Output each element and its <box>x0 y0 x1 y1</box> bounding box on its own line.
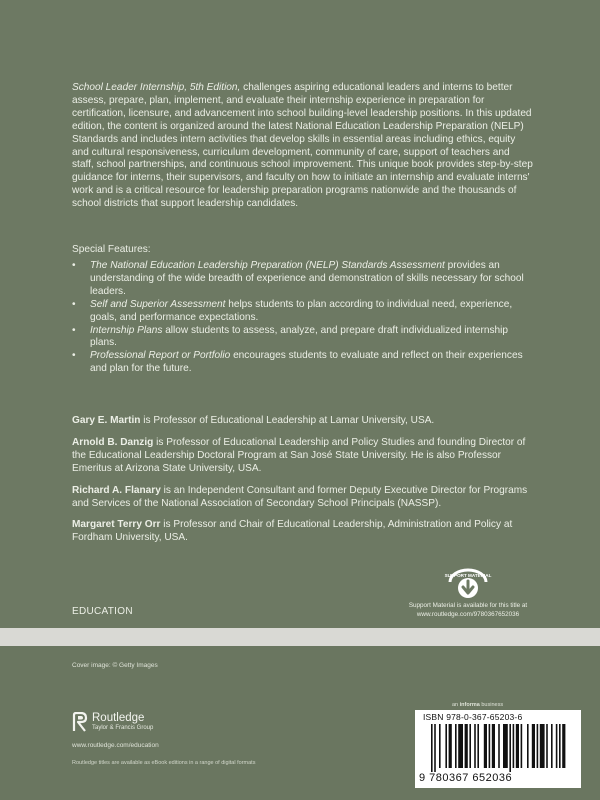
barcode-bar <box>439 724 441 768</box>
support-badge-text: SUPPORT MATERIAL <box>444 573 492 578</box>
author-name: Arnold B. Danzig <box>72 436 154 448</box>
barcode-bar <box>484 724 487 768</box>
list-item <box>72 260 534 299</box>
feature-text: provides an understanding of the wide breadth of experience and demonstration of skills necessary for school leaders. <box>90 260 524 297</box>
author-bio <box>72 485 534 511</box>
barcode-bar <box>465 724 468 768</box>
cover-image-credit: Cover image: © Getty Images <box>72 662 158 669</box>
isbn-barcode <box>415 710 581 788</box>
barcode-bar <box>562 724 565 768</box>
list-item <box>72 350 534 376</box>
author-name: Richard A. Flanary <box>72 484 161 496</box>
feature-title: Professional Report or Portfolio <box>90 350 231 362</box>
barcode-bar <box>503 724 508 768</box>
author-bio-text: is Professor of Educational Leadership and Policy Studies and founding Director of the Educational Leadership Doctoral Program at San José State University. He is also Professor Emeritus at Arizona State University, USA. <box>72 436 526 474</box>
barcode-bar <box>559 724 561 768</box>
book-title: School Leader Internship, 5th Edition, <box>72 82 241 93</box>
barcode-bar <box>489 724 491 768</box>
publisher-website: www.routledge.com/education <box>72 742 159 749</box>
subject-category: EDUCATION <box>72 606 133 617</box>
informa-brand: informa <box>459 702 480 708</box>
author-bio <box>72 415 534 428</box>
author-name: Margaret Terry Orr <box>72 519 161 531</box>
barcode-bar <box>546 724 548 768</box>
book-description <box>72 82 534 211</box>
barcode-bar <box>540 724 545 768</box>
routledge-mark-icon <box>72 712 88 732</box>
feature-text: helps students to plan according to individual need, experience, goals, and performance expectations. <box>90 298 513 323</box>
list-item <box>72 325 534 351</box>
author-bios <box>72 415 534 554</box>
barcode-bar <box>516 724 519 768</box>
feature-title: Self and Superior Assessment <box>90 298 226 310</box>
publisher-name: Routledge <box>92 712 145 724</box>
description-body: challenges aspiring educational leaders and interns to better assess, prepare, plan, implement, and evaluate their internship experience in preparation for certification, licensure, and advancement into school building-level leadership positions. In this updated edition, the content is organized around the latest National Education Leadership Preparation (NELP) Standards and includes intern activities that develop skills in essential areas including ethics, equity and cultural responsiveness, curriculum development, community of care, support of teachers and staff, school partnerships, and continuous school improvement. This unique book provides step-by-step guidance for interns, their supervisors, and faculty on how to initiate an internship and evaluate interns' work and is a critical resource for leadership preparation programs nationwide and the thousands of school districts that support leadership candidates. <box>72 82 533 210</box>
feature-text: encourages students to evaluate and reflect on their experiences and plan for the future. <box>90 350 523 375</box>
barcode-bars <box>429 724 569 772</box>
bullet: • <box>72 324 76 336</box>
barcode-bar <box>434 724 436 772</box>
special-features-heading: Special Features: <box>72 244 151 255</box>
routledge-logo <box>72 712 153 732</box>
bullet: • <box>72 298 76 310</box>
informa-line <box>452 702 503 708</box>
feature-text: allow students to assess, analyze, and prepare draft individualized internship plans. <box>90 324 509 349</box>
barcode-bar <box>537 724 539 768</box>
bullet: • <box>72 260 76 271</box>
author-bio-text: is Professor and Chair of Educational Leadership, Administration and Policy at Fordham University, USA. <box>72 519 513 544</box>
barcode-bar <box>458 724 463 768</box>
barcode-bar <box>455 724 457 768</box>
barcode-bar <box>492 724 495 768</box>
barcode-bar <box>551 724 553 768</box>
support-material-icon <box>442 566 494 600</box>
barcode-bar <box>498 724 500 768</box>
barcode-bar <box>513 724 515 768</box>
feature-title: Internship Plans <box>90 324 163 336</box>
special-features-list <box>72 260 534 376</box>
divider-stripe <box>0 628 600 646</box>
isbn-digits: 9 780367 652036 <box>419 772 513 784</box>
barcode-bar <box>449 724 452 768</box>
list-item <box>72 299 534 325</box>
publisher-group: Taylor & Francis Group <box>92 725 154 731</box>
informa-prefix: an <box>452 702 460 708</box>
barcode-bar <box>556 724 558 768</box>
author-bio <box>72 437 534 476</box>
isbn-label: ISBN 978-0-367-65203-6 <box>423 712 523 722</box>
ebook-note: Routledge titles are available as eBook editions in a range of digital formats <box>72 760 256 766</box>
feature-title: The National Education Leadership Preparation (NELP) Standards Assessment <box>90 260 445 271</box>
informa-suffix: business <box>479 702 504 708</box>
author-bio <box>72 519 534 545</box>
barcode-bar <box>532 724 535 768</box>
barcode-bar <box>431 724 433 772</box>
author-name: Gary E. Martin <box>72 415 141 426</box>
barcode-bar <box>509 724 511 772</box>
barcode-bar <box>527 724 529 768</box>
barcode-bar <box>469 724 471 768</box>
support-line-1: Support Material is available for this title at <box>408 602 528 609</box>
support-url: www.routledge.com/9780367652036 <box>416 610 520 618</box>
bullet: • <box>72 350 76 362</box>
support-material-block <box>388 566 548 619</box>
barcode-bar <box>474 724 476 768</box>
author-bio-text: is an Independent Consultant and former Deputy Executive Director for Programs and Services of the National Association of Secondary School Principals (NASSP). <box>72 484 528 509</box>
barcode-bar <box>521 724 523 768</box>
author-bio-text: is Professor of Educational Leadership at Lamar University, USA. <box>140 415 435 426</box>
barcode-bar <box>445 724 447 768</box>
barcode-bar <box>477 724 479 768</box>
